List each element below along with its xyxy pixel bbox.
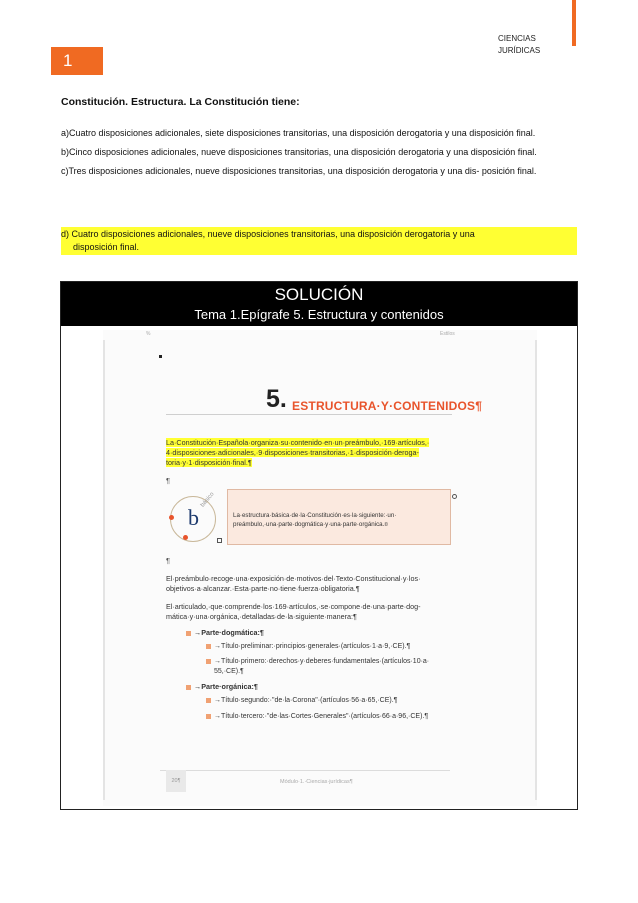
header-accent-rule (572, 0, 576, 46)
dogmatica-item-1 (206, 642, 456, 652)
question-prompt: Constitución. Estructura. La Constitución tiene: (61, 96, 300, 108)
question-number-badge: 1 (51, 47, 103, 75)
articulado-line-2: mática·y·una·orgánica,·detalladas·de·la·siguiente·manera:¶ (166, 612, 357, 621)
bullet-square-icon (206, 644, 211, 649)
pilcrow-2: ¶ (166, 556, 171, 565)
page-footer-rule (160, 770, 450, 771)
highlight-line-3: toria·y·1·disposición·final.¶ (166, 458, 252, 467)
callout-line-2: preámbulo,·una·parte·dogmática·y·una·parte·orgánica.¤ (233, 521, 388, 528)
anchor-circle-icon (452, 494, 457, 499)
bullet-square-icon (206, 698, 211, 703)
answer-line-1: d) Cuatro disposiciones adicionales, nueve disposiciones transitorias, una disposición derogatoria y una (61, 229, 475, 239)
preamble-line-2: objetivos·a·alcanzar.·Esta·parte·no·tiene·fuerza·obligatoria.¶ (166, 584, 360, 593)
section-title: ESTRUCTURA·Y·CONTENIDOS¶ (292, 399, 483, 413)
callout-line-1: La·estructura·básica·de·la·Constitución·es·la·siguiente:·un· (233, 512, 397, 519)
organica-heading (186, 682, 258, 691)
badge-dot-icon (169, 515, 174, 520)
badge-dot-icon (183, 535, 188, 540)
answer-line-2: disposición final. (73, 242, 140, 252)
section-number: 5. (266, 385, 287, 413)
organica-item-2 (206, 712, 456, 722)
correct-answer-highlight (61, 227, 577, 255)
preamble-paragraph (166, 574, 456, 594)
highlight-line-1: La·Constitución·Española·organiza·su·contenido·en·un·preámbulo,·169·artículos,· (166, 438, 430, 447)
page-corner-mark: % (146, 331, 151, 337)
callout-text (233, 511, 447, 529)
option-b: b)Cinco disposiciones adicionales, nueve disposiciones transitorias, una disposición derogatoria y una disposición final. (61, 147, 537, 157)
dogmatica-item-2-cont: 55,·CE).¶ (214, 668, 244, 675)
organica-item-1 (206, 696, 456, 706)
option-a: a)Cuatro disposiciones adicionales, siete disposiciones transitorias, una disposición derogatoria y una disposición final. (61, 128, 536, 138)
page-dot-marker (159, 355, 162, 358)
category-label-line1: CIENCIAS (498, 34, 536, 43)
pilcrow-1: ¶ (166, 476, 171, 485)
solution-subtitle: Tema 1.Epígrafe 5. Estructura y contenidos (194, 307, 444, 322)
articulado-paragraph (166, 602, 456, 622)
basic-badge-letter: b (188, 505, 199, 530)
bullet-square-icon (186, 631, 191, 636)
page-footer-text: Módulo·1.·Ciencias·jurídicas¶ (280, 779, 353, 785)
dogmatica-heading (186, 628, 264, 637)
option-c: c)Tres disposiciones adicionales, nueve disposiciones transitorias, una disposición derogatoria y una dis- posición final. (61, 166, 537, 176)
page-edge-right (535, 340, 537, 800)
page-styles-label: Estilos (440, 331, 455, 337)
page-edge-left (103, 340, 105, 800)
anchor-square-icon (217, 538, 222, 543)
dogmatica-item-2 (206, 657, 456, 677)
organica-label: →Parte·orgánica:¶ (194, 682, 258, 691)
bullet-square-icon (206, 659, 211, 664)
preamble-line-1: El·preámbulo·recoge·una·exposición·de·motivos·del·Texto·Constitucional·y·los· (166, 574, 421, 583)
organica-item-2-text: →Título·tercero:·"de·las·Cortes·Generales"·(artículos·66·a·96,·CE).¶ (214, 713, 429, 720)
solution-title: SOLUCIÓN (274, 285, 364, 304)
organica-item-1-text: →Título·segundo:·"de·la·Corona"·(artículos·56·a·65,·CE).¶ (214, 697, 398, 704)
solution-header (61, 282, 577, 326)
dogmatica-item-2-text: →Título·primero:·derechos·y·deberes·fundamentales·(artículos·10·a· (214, 658, 430, 665)
articulado-line-1: El·articulado,·que·comprende·los·169·artículos,·se·compone·de·una·parte·dog- (166, 602, 421, 611)
dogmatica-item-1-text: →Título·preliminar:·principios·generales·(artículos·1·a·9,·CE).¶ (214, 643, 411, 650)
category-label-line2: JURÍDICAS (498, 46, 541, 55)
page-footer-number: 20¶ (166, 770, 186, 792)
bullet-square-icon (206, 714, 211, 719)
dogmatica-label: →Parte·dogmática:¶ (194, 628, 264, 637)
highlighted-paragraph (166, 438, 456, 468)
basic-badge-label: básico (199, 491, 216, 509)
highlight-line-2: 4·disposiciones·adicionales,·9·disposiciones·transitorias,·1·disposición·deroga- (166, 448, 419, 457)
bullet-square-icon (186, 685, 191, 690)
section-rule (166, 414, 452, 415)
